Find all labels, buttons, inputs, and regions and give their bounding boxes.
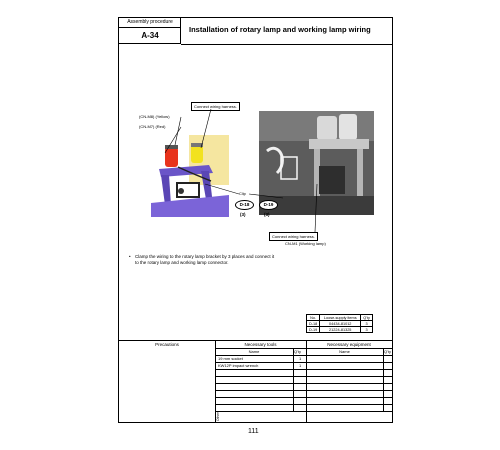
note-bullet: •	[129, 254, 131, 259]
tools-name-header: Name	[248, 349, 260, 354]
callout-connect-top: Connect wiring harness.	[191, 102, 240, 111]
tools-qty-header: Q'ty	[294, 349, 301, 354]
supply-header-no: No.	[307, 315, 320, 321]
supply-cell: 3	[361, 321, 373, 327]
others-label: Others	[215, 411, 224, 422]
note-text: Clamp the wiring to the rotary lamp bracket by 3 places and connect it to the rotary lamp and working lamp connector.	[135, 254, 275, 265]
callout-cn-m7: (CN-M7) (Red)	[139, 124, 166, 129]
precautions-heading: Precautions	[155, 342, 179, 347]
table-row	[307, 327, 373, 333]
supply-cell: D-18	[307, 321, 320, 327]
necessary-tools-heading: Necessary tools	[244, 342, 277, 347]
supply-cell: D-19	[307, 327, 320, 333]
callout-connect-bottom: Connect wiring harness.	[269, 232, 318, 241]
tool-name: 19 mm socket	[218, 356, 243, 361]
document-frame	[118, 17, 393, 423]
necessary-equipment-heading: Necessary equipment	[327, 342, 371, 347]
supply-cell: 21224-81325	[320, 327, 361, 333]
equipment-qty-header: Q'ty	[384, 349, 391, 354]
supply-cell: 3	[361, 327, 373, 333]
loose-supply-table	[306, 314, 373, 333]
callout-cn-m8: (CN-M8) (Yellow)	[139, 114, 170, 119]
bottom-divider	[119, 340, 392, 341]
callout-clip: Clip	[239, 191, 246, 196]
badge-d18-qty: (3)	[240, 212, 246, 217]
page-title: Installation of rotary lamp and working lamp wiring	[189, 25, 371, 34]
badge-d18: D-18	[235, 200, 254, 210]
procedure-label: Assembly procedure	[119, 18, 181, 28]
badge-d19-qty: (3)	[264, 212, 270, 217]
equipment-name-header: Name	[339, 349, 350, 354]
supply-header-items: Loose-supply items	[320, 315, 361, 321]
supply-header-qty: Q'ty	[361, 315, 373, 321]
procedure-code: A-34	[141, 31, 159, 40]
tool-qty: 1	[299, 356, 302, 361]
leader-lines	[119, 18, 392, 318]
tool-name: KW12P impact wrench	[218, 363, 259, 368]
callout-cn-m1: CN-M1 (Working lamp)	[285, 241, 326, 246]
supply-cell: 04434-81012	[320, 321, 361, 327]
instruction-note	[129, 254, 279, 266]
badge-d19: D-19	[259, 200, 278, 210]
page-number: 111	[248, 428, 259, 435]
tool-qty: 1	[299, 363, 302, 368]
